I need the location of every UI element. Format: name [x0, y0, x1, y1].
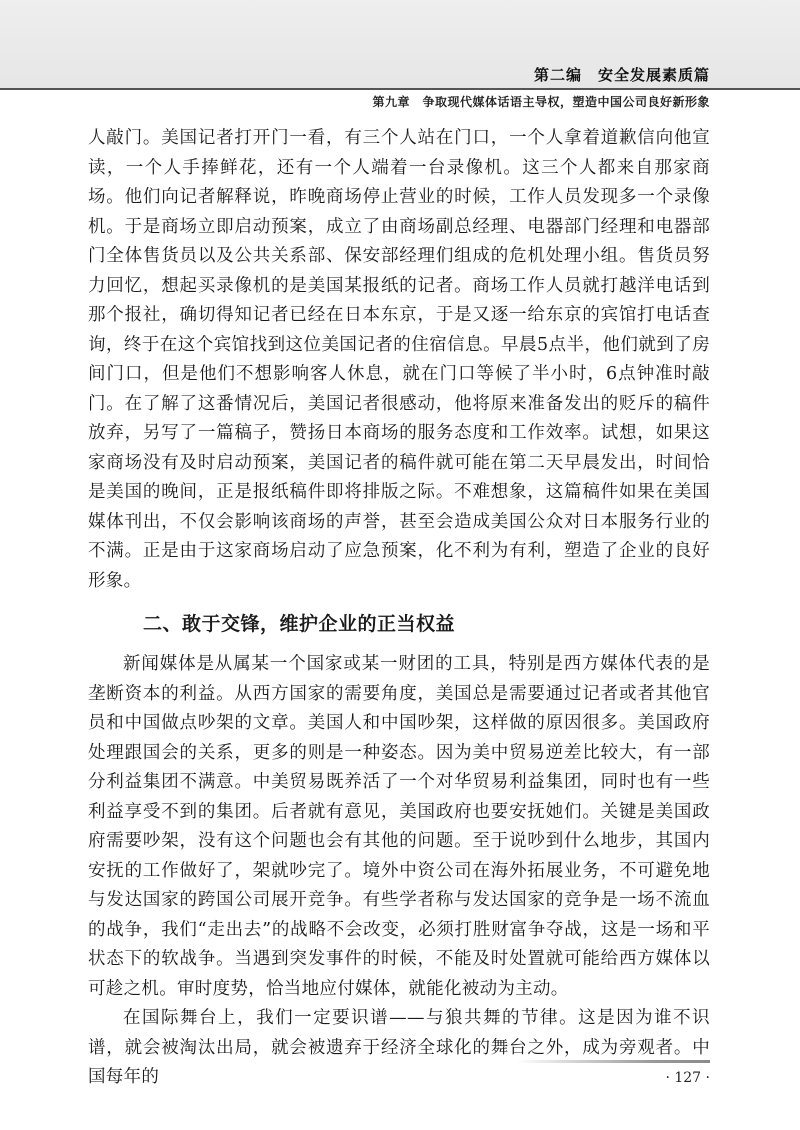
paragraph: 新闻媒体是从属某一个国家或某一财团的工具，特别是西方媒体代表的是垄断资本的利益。从西方国家的需要角度，美国总是需要通过记者或者其他官员和中国做点吵架的文章。美国人和中国吵架，这样做的原因很多。美国政府处理跟国会的关系，更多的则是一种姿态。因为美中贸易逆差比较大，有一部分利益集团不满意。中美贸易既养活了一个对华贸易利益集团，同时也有一些利益享受不到的集团。后者就有意见，美国政府也要安抚她们。关键是美国政府需要吵架，没有这个问题也会有其他的问题。至于说吵到什么地步，其国内安抚的工作做好了，架就吵完了。境外中资公司在海外拓展业务，不可避免地与发达国家的跨国公司展开竞争。有些学者称与发达国家的竞争是一场不流血的战争，我们“走出去”的战略不会改变，必须打胜财富争夺战，这是一场和平状态下的软战争。当遇到突发事件的时候，不能及时处置就可能给西方媒体以可趁之机。审时度势，恰当地应付媒体，就能化被动为主动。: [88, 654, 710, 999]
paragraph: 在国际舞台上，我们一定要识谱——与狼共舞的节律。这是因为谁不识谱，就会被淘汰出局，就会被遗弃于经济全球化的舞台之外，成为旁观者。中国每年的: [88, 1008, 710, 1087]
main-text: [88, 124, 710, 1093]
page-number: · 127 ·: [665, 1070, 710, 1086]
part-title: 第二编 安全发展素质篇: [533, 66, 710, 84]
chapter-title: 第九章 争取现代媒体话语主导权，塑造中国公司良好新形象: [372, 95, 710, 109]
paragraph: 人敲门。美国记者打开门一看，有三个人站在门口，一个人拿着道歉信向他宣读，一个人手捧鲜花，还有一个人端着一台录像机。这三个人都来自那家商场。他们向记者解释说，昨晚商场停止营业的时候，工作人员发现多一个录像机。于是商场立即启动预案，成立了由商场副总经理、电器部门经理和电器部门全体售货员以及公共关系部、保安部经理们组成的危机处理小组。售货员努力回忆，想起买录像机的是美国某报纸的记者。商场工作人员就打越洋电话到那个报社，确切得知记者已经在日本东京，于是又逐一给东京的宾馆打电话查询，终于在这个宾馆找到这位美国记者的住宿信息。早晨5点半，他们就到了房间门口，但是他们不想影响客人休息，就在门口等候了半小时，6点钟准时敲门。在了解了这番情况后，美国记者很感动，他将原来准备发出的贬斥的稿件放弃，另写了一篇稿子，赞扬日本商场的服务态度和工作效率。试想，如果这家商场没有及时启动预案，美国记者的稿件就可能在第二天早晨发出，时间恰是美国的晚间，正是报纸稿件即将排版之际。不难想象，这篇稿件如果在美国媒体刊出，不仅会影响该商场的声誉，甚至会造成美国公众对日本服务行业的不满。正是由于这家商场启动了应急预案，化不利为有利，塑造了企业的良好形象。: [88, 128, 710, 591]
footer-rule: [516, 1060, 710, 1063]
header-rule: [0, 88, 800, 90]
section-heading: 二、敢于交锋，维护企业的正当权益: [143, 613, 456, 635]
